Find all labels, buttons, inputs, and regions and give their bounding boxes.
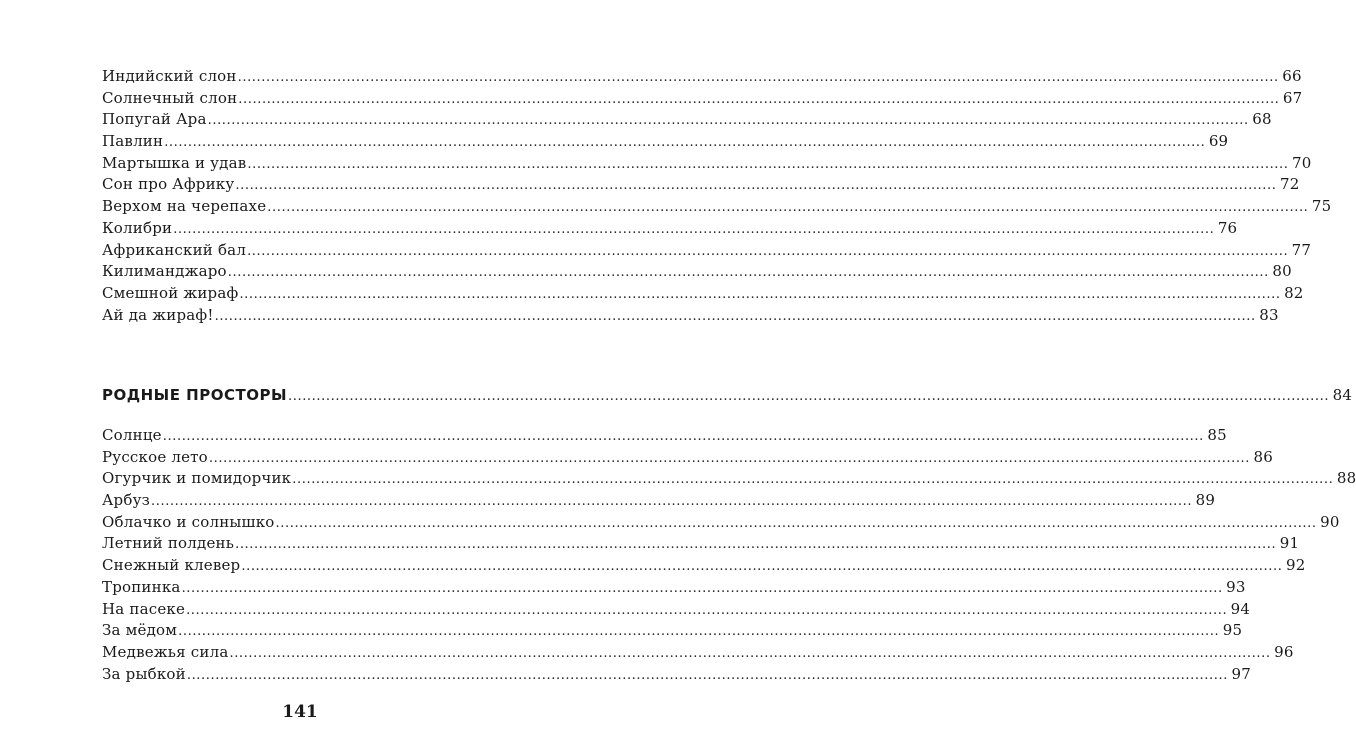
leader-dots: ............................................................................................................................................................................................................................ — [235, 537, 1277, 553]
toc-entry-page: 83 — [1259, 305, 1279, 324]
leader-dots: ............................................................................................................................................................................................................................ — [151, 494, 1193, 510]
toc-entry[interactable] — [102, 240, 1312, 262]
leader-dots: ............................................................................................................................................................................................................................ — [173, 221, 1215, 237]
toc-entry-page: 89 — [1195, 491, 1216, 510]
toc-entry-page: 75 — [1311, 197, 1332, 216]
leader-dots: ............................................................................................................................................................................................................................ — [267, 200, 1309, 216]
toc-entry[interactable] — [102, 283, 1304, 305]
toc-entry-title: За рыбкой — [102, 664, 186, 683]
leader-dots: ............................................................................................................................................................................................................................ — [214, 308, 1256, 324]
toc-section-heading — [102, 382, 1353, 408]
leader-dots: ............................................................................................................................................................................................................................ — [241, 559, 1283, 575]
toc-entry[interactable] — [102, 425, 1227, 447]
toc-entry[interactable] — [102, 577, 1246, 599]
toc-entry-page: 92 — [1285, 556, 1306, 575]
leader-dots: ............................................................................................................................................................................................................................ — [239, 286, 1281, 302]
toc-entry-title: Солнечный слон — [102, 88, 238, 107]
toc-entry-title: Тропинка — [102, 577, 181, 596]
toc-entry-page: 85 — [1207, 426, 1227, 444]
toc-entry-title: За мёдом — [102, 621, 178, 640]
leader-dots: ............................................................................................................................................................................................................................ — [181, 580, 1223, 596]
toc-entry[interactable] — [102, 153, 1312, 175]
toc-entry-page: 96 — [1274, 642, 1294, 661]
toc-entry-title: На пасеке — [102, 599, 186, 618]
toc-entry-title: Русское лето — [102, 447, 208, 466]
leader-dots: ............................................................................................................................................................................................................................ — [247, 243, 1289, 259]
toc-entry-page: 90 — [1320, 512, 1340, 531]
toc-entry-title: Верхом на черепахе — [102, 197, 267, 216]
toc-entry-page: 66 — [1282, 67, 1302, 85]
toc-entry-page: 95 — [1222, 621, 1243, 640]
page-number: 141 — [282, 702, 318, 722]
toc-entry-title: Огурчик и помидорчик — [102, 469, 292, 488]
toc-entry[interactable] — [102, 512, 1340, 534]
toc-entry-title: Индийский слон — [102, 67, 237, 85]
section-title: РОДНЫЕ ПРОСТОРЫ — [102, 386, 287, 404]
toc-entry-title: Арбуз — [102, 491, 150, 510]
toc-entry[interactable] — [102, 447, 1274, 469]
section-row[interactable] — [102, 382, 1353, 408]
toc-entry[interactable] — [102, 555, 1306, 577]
leader-dots: ............................................................................................................................................................................................................................ — [162, 429, 1204, 444]
toc-entry-title: Килиманджаро — [102, 262, 227, 281]
toc-list-animals — [102, 66, 1332, 326]
toc-entry-page: 93 — [1226, 577, 1246, 596]
toc-entry[interactable] — [102, 533, 1300, 555]
toc-entry[interactable] — [102, 218, 1238, 240]
toc-entry-page: 67 — [1282, 88, 1303, 107]
toc-entry[interactable] — [102, 599, 1251, 621]
leader-dots: ............................................................................................................................................................................................................................ — [207, 113, 1249, 129]
toc-entry[interactable] — [102, 109, 1272, 131]
toc-entry[interactable] — [102, 88, 1303, 110]
leader-dots: ............................................................................................................................................................................................................................ — [237, 70, 1279, 85]
toc-entry-title: Облачко и солнышко — [102, 512, 275, 531]
leader-dots: ............................................................................................................................................................................................................................ — [238, 91, 1280, 107]
leader-dots: ............................................................................................................................................................................................................................ — [186, 667, 1228, 683]
toc-entry[interactable] — [102, 261, 1292, 283]
toc-entry[interactable] — [102, 305, 1279, 327]
leader-dots: ............................................................................................................................................................................................................................ — [208, 450, 1251, 466]
toc-entry[interactable] — [102, 196, 1332, 218]
leader-dots: ............................................................................................................................................................................................................................ — [288, 389, 1330, 404]
toc-entry-page: 88 — [1336, 469, 1356, 488]
toc-entry-page: 91 — [1279, 534, 1300, 553]
leader-dots: ............................................................................................................................................................................................................................ — [292, 472, 1334, 488]
toc-entry-page: 72 — [1279, 175, 1300, 194]
toc-entry[interactable] — [102, 620, 1243, 642]
section-page: 84 — [1332, 386, 1353, 404]
leader-dots: ............................................................................................................................................................................................................................ — [227, 265, 1269, 281]
toc-entry-title: Солнце — [102, 426, 162, 444]
toc-entry-page: 86 — [1253, 447, 1274, 466]
leader-dots: ............................................................................................................................................................................................................................ — [235, 178, 1277, 194]
toc-entry[interactable] — [102, 174, 1300, 196]
toc-entry[interactable] — [102, 642, 1294, 664]
toc-entry-page: 68 — [1252, 110, 1272, 129]
toc-entry-title: Смешной жираф — [102, 283, 239, 302]
toc-entry-title: Снежный клевер — [102, 556, 241, 575]
leader-dots: ............................................................................................................................................................................................................................ — [247, 156, 1289, 172]
toc-entry[interactable] — [102, 490, 1216, 512]
toc-entry-title: Колибри — [102, 218, 173, 237]
toc-entry-page: 76 — [1217, 218, 1238, 237]
toc-entry-page: 97 — [1231, 664, 1251, 683]
toc-entry[interactable] — [102, 131, 1229, 153]
toc-entry-page: 82 — [1284, 283, 1304, 302]
toc-entry-title: Павлин — [102, 132, 164, 151]
toc-entry-page: 77 — [1291, 240, 1312, 259]
toc-entry-title: Мартышка и удав — [102, 153, 247, 172]
toc-entry[interactable] — [102, 664, 1251, 686]
toc-list-native-lands — [102, 425, 1356, 685]
toc-entry-title: Попугай Ара — [102, 110, 207, 129]
toc-entry-title: Сон про Африку — [102, 175, 235, 194]
toc-entry[interactable] — [102, 468, 1356, 490]
leader-dots: ............................................................................................................................................................................................................................ — [275, 515, 1317, 531]
leader-dots: ............................................................................................................................................................................................................................ — [229, 645, 1271, 661]
toc-entry-page: 94 — [1230, 599, 1251, 618]
toc-entry-title: Африканский бал — [102, 240, 247, 259]
leader-dots: ............................................................................................................................................................................................................................ — [186, 602, 1228, 618]
toc-entry-page: 69 — [1208, 132, 1229, 151]
toc-entry-title: Летний полдень — [102, 534, 235, 553]
toc-entry-page: 70 — [1292, 153, 1312, 172]
toc-entry-page: 80 — [1272, 262, 1292, 281]
toc-entry[interactable] — [102, 66, 1302, 88]
toc-entry-title: Медвежья сила — [102, 642, 229, 661]
toc-entry-title: Ай да жираф! — [102, 305, 214, 324]
leader-dots: ............................................................................................................................................................................................................................ — [164, 135, 1206, 151]
leader-dots: ............................................................................................................................................................................................................................ — [178, 624, 1220, 640]
